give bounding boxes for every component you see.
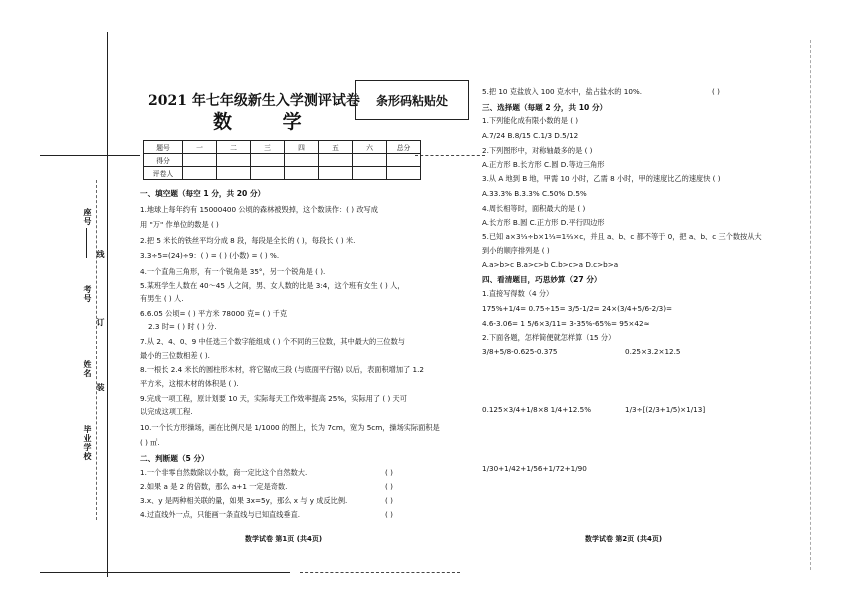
score-cell bbox=[353, 154, 387, 167]
section-choice: 三、选择题（每题 2 分，共 10 分） bbox=[482, 103, 608, 112]
score-header-cell: 三 bbox=[251, 141, 285, 154]
footer-page2: 数学试卷 第2页 (共4页) bbox=[585, 535, 663, 543]
score-cell bbox=[183, 154, 217, 167]
bottom-line bbox=[40, 572, 290, 573]
fold-line-right bbox=[415, 155, 485, 156]
margin-label-exam-no: 考号 bbox=[83, 285, 92, 303]
binding-line bbox=[107, 32, 108, 577]
question-9b: 以完成这项工程. bbox=[140, 407, 193, 416]
subject-title: 数 学 bbox=[213, 111, 324, 133]
question-10a: 10.一个长方形操场，画在比例尺是 1/1000 的图上，长为 7cm，宽为 5cm，操场实际面积是 bbox=[140, 423, 440, 432]
score-cell bbox=[217, 167, 251, 180]
calc-expr-2: 0.25×3.2×12.5 bbox=[625, 347, 681, 356]
judge-4: 4.过直线外一点，只能画一条直线与已知直线垂直. bbox=[140, 510, 301, 519]
choice-1: 1.下列能化成有限小数的是 ( ) bbox=[482, 116, 579, 125]
question-7a: 7.从 2、4、0、9 中任选三个数字能组成 ( ) 个不同的三位数，其中最大的三位数与 bbox=[140, 337, 405, 346]
question-1a: 1.地球上每年约有 15000400 公顷的森林被毁掉，这个数读作：( ) 改写成 bbox=[140, 205, 378, 214]
margin-label-school: 毕业学校 bbox=[83, 425, 92, 461]
choice-4: 4.周长相等时，面积最大的是 ( ) bbox=[482, 204, 586, 213]
judge-1: 1.一个非零自然数除以小数，商一定比这个自然数大. bbox=[140, 468, 308, 477]
score-header-cell: 二 bbox=[217, 141, 251, 154]
question-8a: 8.一根长 2.4 米长的圆柱形木材，将它锯成三段 (与底面平行锯) 以后，表面积增加了 1.2 bbox=[140, 365, 424, 374]
question-7b: 最小的三位数相差 ( ). bbox=[140, 351, 210, 360]
calc-expr-1: 3/8+5/8-0.625-0.375 bbox=[482, 347, 558, 356]
score-table-header-row bbox=[144, 141, 421, 154]
question-5a: 5.某班学生人数在 40～45 人之间，男、女人数的比是 3:4，这个班有女生 ( ) 人， bbox=[140, 281, 405, 290]
margin-label-order: 订 bbox=[96, 318, 105, 327]
choice-5b: 到小的顺序排列是 ( ) bbox=[482, 246, 550, 255]
choice-3-options: A.33.3% B.3.3% C.50% D.5% bbox=[482, 189, 587, 198]
score-cell bbox=[387, 154, 421, 167]
judge-paren: ( ) bbox=[385, 510, 393, 519]
score-header-cell: 一 bbox=[183, 141, 217, 154]
choice-1-options: A.7/24 B.8/15 C.1/3 D.5/12 bbox=[482, 131, 579, 140]
judge-2: 2.如果 a 是 2 的倍数，那么 a+1 一定是奇数. bbox=[140, 482, 288, 491]
calc-direct-row-1: 175%+1/4= 0.75÷15= 3/5-1/2= 24×(3/4+5/6-2/3)= bbox=[482, 304, 673, 313]
margin-label-name: 姓名 bbox=[83, 360, 92, 378]
question-10b: ( ) ㎡. bbox=[140, 438, 160, 447]
score-cell bbox=[353, 167, 387, 180]
question-9a: 9.完成一项工程，原计划要 10 天，实际每天工作效率提高 25%，实际用了 ( ) 天可 bbox=[140, 394, 407, 403]
calc-direct-title: 1.直接写得数（4 分） bbox=[482, 289, 554, 298]
question-5b: 有男生 ( ) 人. bbox=[140, 294, 184, 303]
score-table bbox=[143, 140, 421, 180]
judge-paren: ( ) bbox=[385, 496, 393, 505]
fold-line-left bbox=[40, 155, 140, 156]
score-header-cell: 四 bbox=[285, 141, 319, 154]
judge-3: 3.x、y 是两种相关联的量，如果 3x=5y，那么 x 与 y 成反比例. bbox=[140, 496, 348, 505]
margin-label-seat: 座号 bbox=[83, 208, 92, 226]
score-header-cell: 六 bbox=[353, 141, 387, 154]
question-6b: 2.3 时= ( ) 时 ( ) 分. bbox=[148, 322, 217, 331]
binding-dashed-line bbox=[96, 180, 97, 520]
section-calculation: 四、看清题目，巧思妙算（27 分） bbox=[482, 275, 602, 284]
section-fill-blank: 一、填空题（每空 1 分，共 20 分） bbox=[140, 189, 266, 198]
section-judge: 二、判断题（5 分） bbox=[140, 454, 209, 463]
bottom-dash-right bbox=[300, 572, 460, 573]
choice-3: 3.从 A 地到 B 地，甲需 10 小时，乙需 8 小时，甲的速度比乙的速度快 ( ) bbox=[482, 174, 721, 183]
calc-simplify-title: 2.下面各题，怎样简便就怎样算（15 分） bbox=[482, 333, 616, 342]
score-header-cell: 五 bbox=[319, 141, 353, 154]
score-row-label: 评卷人 bbox=[144, 167, 183, 180]
question-6a: 6.6.05 公顷= ( ) 平方米 78000 克= ( ) 千克 bbox=[140, 309, 288, 318]
question-4: 4.一个直角三角形，有一个锐角是 35°，另一个锐角是 ( ). bbox=[140, 267, 326, 276]
question-3: 3.3÷5=(24)÷9：( ) = ( ) (小数) = ( ) %. bbox=[140, 251, 280, 260]
score-header-cell: 题号 bbox=[144, 141, 183, 154]
score-table-score-row bbox=[144, 154, 421, 167]
exam-title: 2021 年七年级新生入学测评试卷 bbox=[148, 93, 360, 109]
choice-5a: 5.已知 a×3⅓÷b×1⅓=1⅔×c，并且 a、b、c 都不等于 0，把 a、b、c 三个数按从大 bbox=[482, 232, 762, 241]
score-row-label: 得分 bbox=[144, 154, 183, 167]
margin-label-line: 线 bbox=[96, 250, 105, 259]
score-cell bbox=[285, 154, 319, 167]
right-edge-dashes bbox=[810, 40, 811, 570]
question-2: 2.把 5 米长的铁丝平均分成 8 段，每段是全长的 ( )，每段长 ( ) 米. bbox=[140, 236, 356, 245]
seat-underline bbox=[86, 228, 87, 258]
choice-4-options: A.长方形 B.圆 C.正方形 D.平行四边形 bbox=[482, 218, 605, 227]
choice-5-options: A.a>b>c B.a>c>b C.b>c>a D.c>b>a bbox=[482, 260, 619, 269]
score-cell bbox=[251, 167, 285, 180]
score-cell bbox=[319, 167, 353, 180]
score-cell bbox=[251, 154, 285, 167]
score-cell bbox=[319, 154, 353, 167]
margin-label-bind: 装 bbox=[96, 383, 105, 392]
judge-paren: ( ) bbox=[385, 482, 393, 491]
score-cell bbox=[183, 167, 217, 180]
calc-direct-row-2: 4.6-3.06= 1 5/6×3/11= 3-35%-65%= 95×42≈ bbox=[482, 319, 650, 328]
choice-2: 2.下列图形中，对称轴最多的是 ( ) bbox=[482, 146, 593, 155]
score-cell bbox=[387, 167, 421, 180]
calc-expr-5: 1/30+1/42+1/56+1/72+1/90 bbox=[482, 464, 587, 473]
score-cell bbox=[217, 154, 251, 167]
question-1b: 用 "万" 作单位的数是 ( ) bbox=[140, 220, 219, 229]
calc-expr-4: 1/3÷[(2/3+1/5)×1/13] bbox=[625, 405, 706, 414]
score-header-cell: 总分 bbox=[387, 141, 421, 154]
score-table-grader-row bbox=[144, 167, 421, 180]
judge-paren: ( ) bbox=[385, 468, 393, 477]
calc-expr-3: 0.125×3/4+1/8×8 1/4+12.5% bbox=[482, 405, 592, 414]
question-8b: 平方米，这根木材的体积是 ( ). bbox=[140, 379, 239, 388]
footer-page1: 数学试卷 第1页 (共4页) bbox=[245, 535, 323, 543]
score-cell bbox=[285, 167, 319, 180]
judge-paren: ( ) bbox=[712, 87, 720, 96]
choice-2-options: A.正方形 B.长方形 C.圆 D.等边三角形 bbox=[482, 160, 605, 169]
barcode-area bbox=[355, 80, 469, 120]
barcode-label: 条形码粘贴处 bbox=[375, 93, 448, 108]
judge-5: 5.把 10 克盐放入 100 克水中，盐占盐水的 10%. bbox=[482, 87, 643, 96]
